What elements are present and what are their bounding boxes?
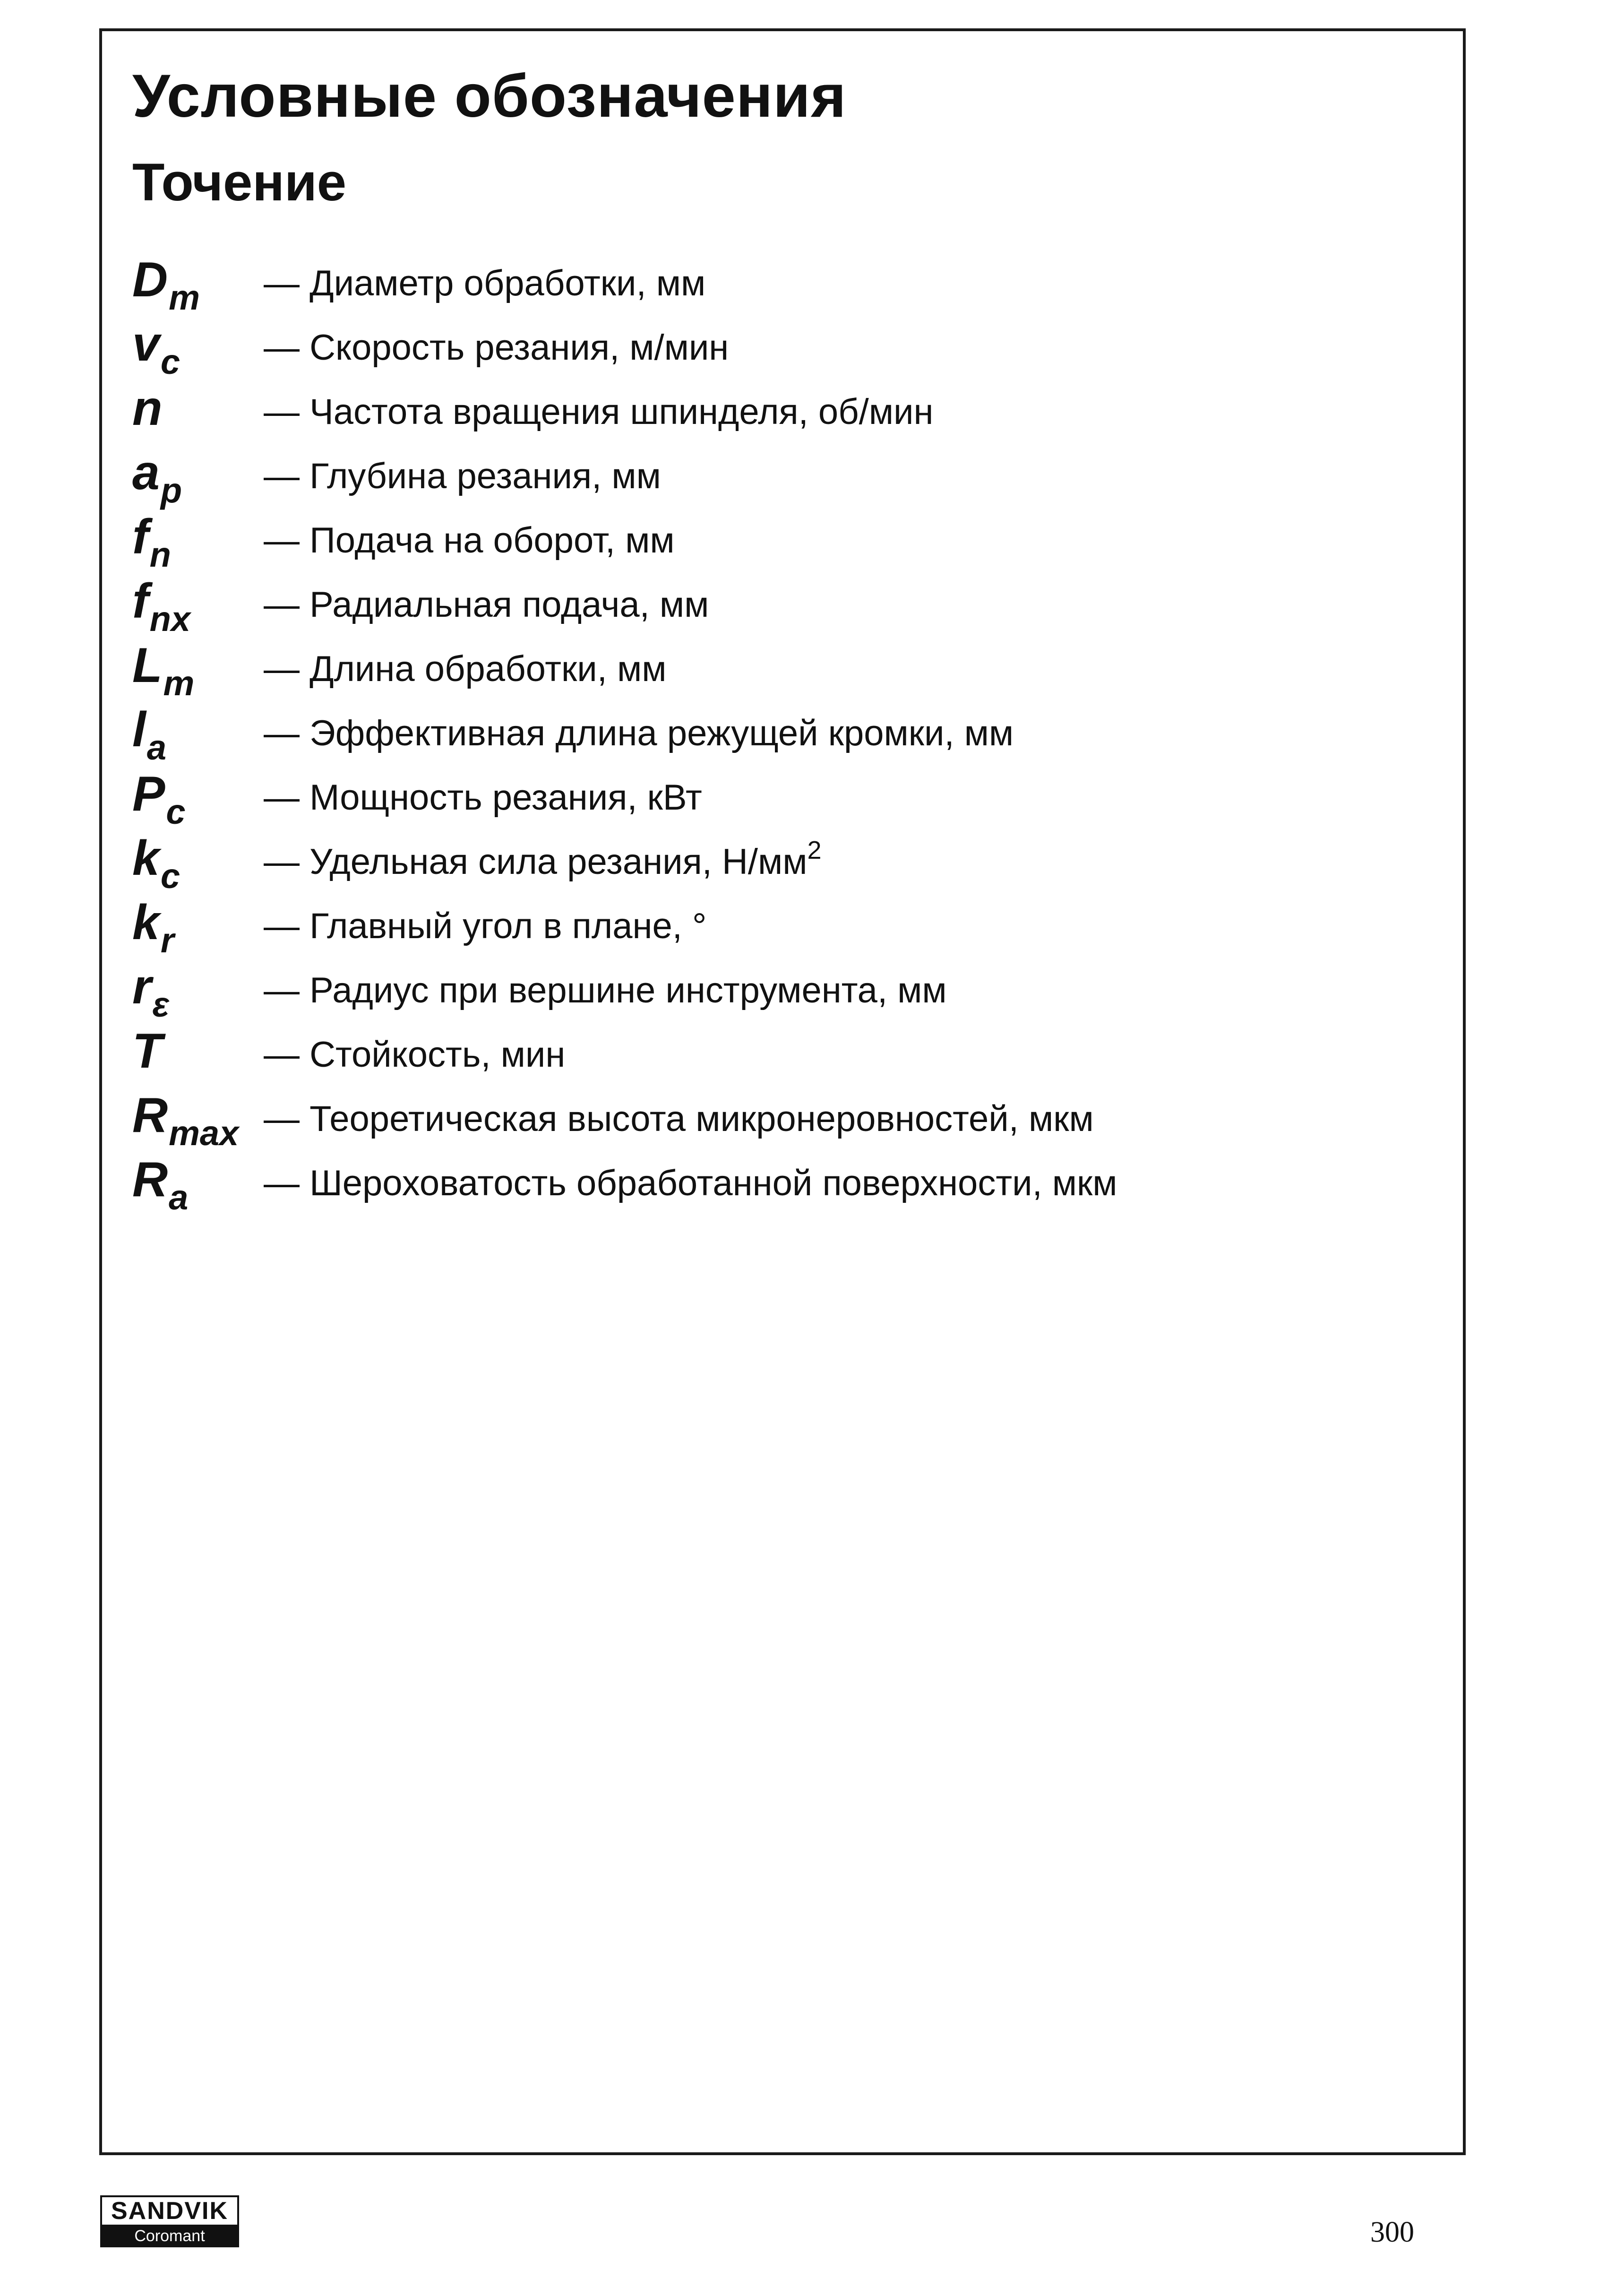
legend-symbol (132, 509, 171, 574)
legend-list (132, 252, 1446, 1219)
legend-description (264, 1101, 1094, 1137)
legend-row (132, 252, 1446, 319)
legend-symbol (132, 252, 200, 317)
symbol-base: f (132, 509, 149, 564)
symbol-base: l (132, 702, 146, 757)
symbol-subscript: a (146, 728, 167, 767)
symbol-subscript: m (163, 664, 195, 703)
legend-row (132, 831, 1446, 898)
legend-symbol (132, 317, 180, 381)
description-text: — Скорость резания, м/мин (264, 328, 729, 368)
legend-description (264, 713, 1014, 753)
page-number: 300 (1370, 2216, 1414, 2248)
description-text: — Теоретическая высота микронеровностей, мкм (264, 1099, 1094, 1139)
description-text: — Шероховатость обработанной поверхности, мкм (264, 1163, 1117, 1203)
sandvik-coromant-logo (100, 2195, 239, 2247)
symbol-base: v (132, 317, 160, 371)
legend-description (264, 836, 822, 882)
legend-row (132, 381, 1446, 448)
symbol-base: n (132, 381, 163, 436)
symbol-subscript: c (166, 792, 186, 831)
symbol-base: R (132, 1088, 168, 1143)
symbol-subscript: c (160, 342, 180, 381)
legend-row (132, 574, 1446, 641)
description-text: — Диаметр обработки, мм (264, 263, 706, 303)
symbol-base: R (132, 1152, 168, 1207)
symbol-subscript: c (160, 856, 180, 896)
page-title: Условные обозначения (132, 62, 847, 130)
legend-row (132, 319, 1446, 384)
symbol-base: T (132, 1024, 163, 1079)
legend-row (132, 445, 1446, 512)
description-text: — Подача на оборот, мм (264, 520, 675, 561)
legend-symbol (132, 1088, 239, 1153)
symbol-subscript: ε (152, 985, 169, 1024)
legend-description (264, 330, 729, 366)
symbol-subscript: max (169, 1113, 239, 1153)
legend-symbol (132, 381, 163, 436)
legend-row (132, 959, 1446, 1027)
symbol-subscript: p (160, 471, 182, 510)
symbol-subscript: nx (149, 599, 190, 639)
symbol-base: f (132, 574, 149, 629)
symbol-subscript: a (169, 1178, 189, 1217)
legend-description (264, 651, 666, 687)
legend-description (264, 520, 675, 561)
description-text: — Радиальная подача, мм (264, 585, 709, 625)
logo-brand: SANDVIK (102, 2197, 237, 2227)
description-text: — Радиус при вершине инструмента, мм (264, 970, 947, 1010)
symbol-base: a (132, 445, 160, 500)
legend-symbol (132, 767, 186, 831)
legend-symbol (132, 574, 190, 639)
legend-symbol (132, 959, 169, 1024)
symbol-base: k (132, 831, 160, 886)
description-text: — Длина обработки, мм (264, 649, 667, 689)
unit-exponent: 2 (807, 836, 822, 864)
symbol-base: L (132, 638, 163, 693)
description-text: — Глубина резания, мм (264, 456, 661, 496)
legend-symbol (132, 702, 167, 767)
legend-description (264, 263, 706, 303)
legend-description (264, 394, 933, 430)
legend-row (132, 895, 1446, 962)
section-title: Точение (132, 153, 347, 212)
legend-description (264, 1165, 1117, 1201)
symbol-subscript: r (160, 921, 174, 960)
legend-symbol (132, 638, 195, 703)
legend-row (132, 702, 1446, 769)
symbol-base: k (132, 895, 160, 950)
description-text: — Частота вращения шпинделя, об/мин (264, 392, 934, 432)
legend-description (264, 777, 702, 818)
legend-row (132, 638, 1446, 705)
symbol-subscript: m (169, 278, 200, 317)
symbol-base: r (132, 959, 152, 1014)
legend-row (132, 1152, 1446, 1219)
legend-symbol (132, 831, 180, 896)
legend-description (264, 458, 661, 494)
description-text: — Мощность резания, кВт (264, 777, 702, 818)
legend-row (132, 509, 1446, 577)
legend-symbol (132, 895, 174, 960)
description-text: — Главный угол в плане, ° (264, 906, 707, 946)
symbol-base: D (132, 252, 168, 307)
legend-description (264, 970, 947, 1010)
legend-symbol (132, 1024, 163, 1079)
legend-description (264, 908, 706, 944)
legend-description (264, 1037, 565, 1073)
symbol-base: P (132, 767, 165, 821)
description-text: — Стойкость, мин (264, 1035, 566, 1075)
legend-description (264, 587, 709, 623)
logo-subbrand: Coromant (102, 2227, 237, 2245)
legend-symbol (132, 1152, 189, 1217)
legend-row (132, 769, 1446, 834)
legend-row (132, 1088, 1446, 1155)
symbol-subscript: n (149, 535, 171, 574)
legend-row (132, 1024, 1446, 1091)
legend-symbol (132, 445, 182, 510)
description-text: — Удельная сила резания, Н/мм (264, 842, 808, 882)
description-text: — Эффективная длина режущей кромки, мм (264, 713, 1014, 753)
